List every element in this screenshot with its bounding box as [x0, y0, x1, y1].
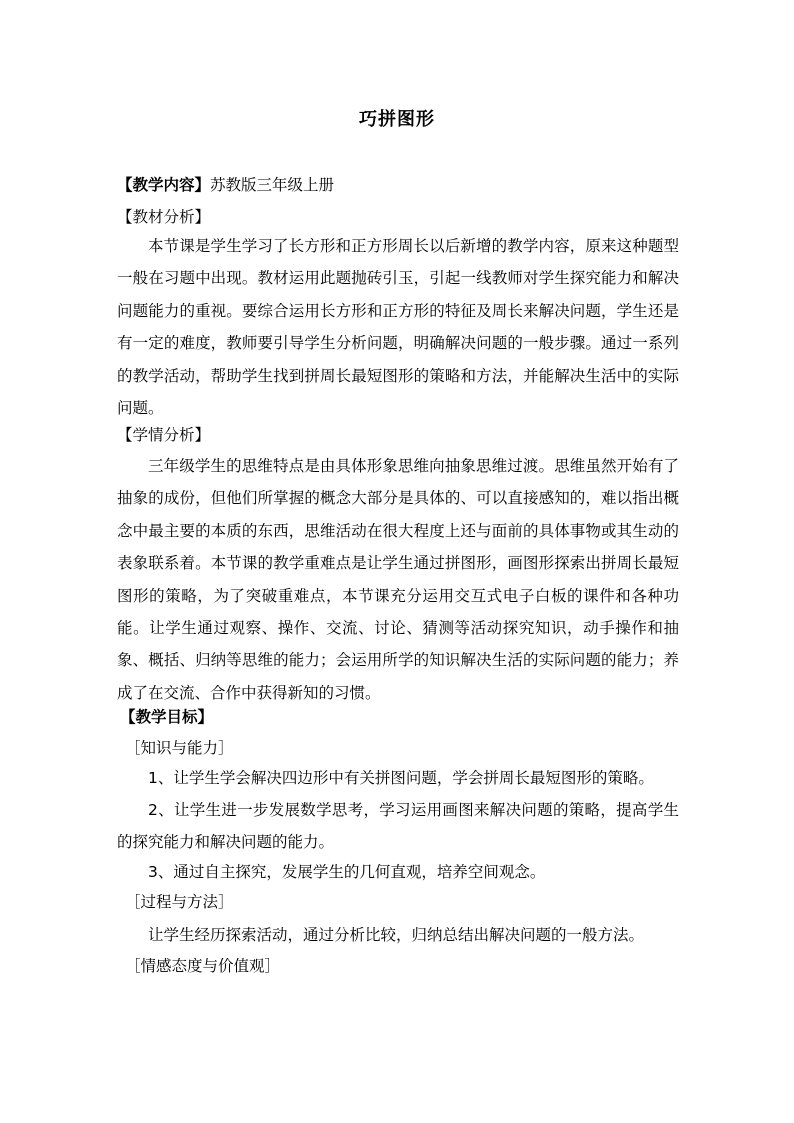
emotion-values-heading: ［情感态度与价值观］ — [125, 957, 281, 975]
learner-analysis-paragraph: 三年级学生的思维特点是由具体形象思维向抽象思维过渡。思维虽然开始有了抽象的成份，但他们所掌握的概念大部分是具体的、可以直接感知的，难以指出概念中最主要的本质的东西，思维活动在很大程度上还与面前的具体事物或其生动的表象联系着。本节课的教学重难点是让学生通过拼图形，画图形探索出拼周长最短图形的策略，为了突破重难点，本节课充分运用交互式电子白板的课件和各种功能。让学生通过观察、操作、交流、讨论、猜测等活动探究知识，动手操作和抽象、概括、归纳等思维的能力；会运用所学的知识解决生活的实际问题的能力；养成了在交流、合作中获得新知的习惯。 — [117, 457, 679, 702]
goal-item-1: 1、让学生学会解决四边形中有关拼图问题，学会拼周长最短图形的策略。 — [148, 769, 654, 787]
process-method-text: 让学生经历探索活动，通过分析比较，归纳总结出解决问题的一般方法。 — [148, 926, 645, 944]
document-title: 巧拼图形 — [359, 109, 435, 130]
teaching-content-value: 苏教版三年级上册 — [210, 176, 335, 194]
knowledge-ability-heading: ［知识与能力］ — [125, 739, 234, 757]
teaching-content-line — [117, 175, 334, 195]
learner-analysis-heading: 【学情分析】 — [117, 426, 211, 444]
teaching-goals-heading: 【教学目标】 — [120, 708, 214, 726]
goal-item-3: 3、通过自主探究，发展学生的几何直观，培养空间观念。 — [148, 863, 546, 881]
textbook-analysis-heading: 【教材分析】 — [117, 208, 211, 226]
textbook-analysis-paragraph: 本节课是学生学习了长方形和正方形周长以后新增的教学内容，原来这种题型一般在习题中出现。教材运用此题抛砖引玉，引起一线教师对学生探究能力和解决问题能力的重视。要综合运用长方形和正方形的特征及周长来解决问题，学生还是有一定的难度，教师要引导学生分析问题，明确解决问题的一般步骤。通过一系列的教学活动，帮助学生找到拼周长最短图形的策略和方法，并能解决生活中的实际问题。 — [117, 237, 679, 418]
process-method-heading: ［过程与方法］ — [125, 893, 234, 911]
goal-item-2: 2、让学生进一步发展数学思考，学习运用画图来解决问题的策略，提高学生的探究能力和解决问题的能力。 — [117, 801, 679, 852]
teaching-content-label: 【教学内容】 — [117, 176, 211, 194]
